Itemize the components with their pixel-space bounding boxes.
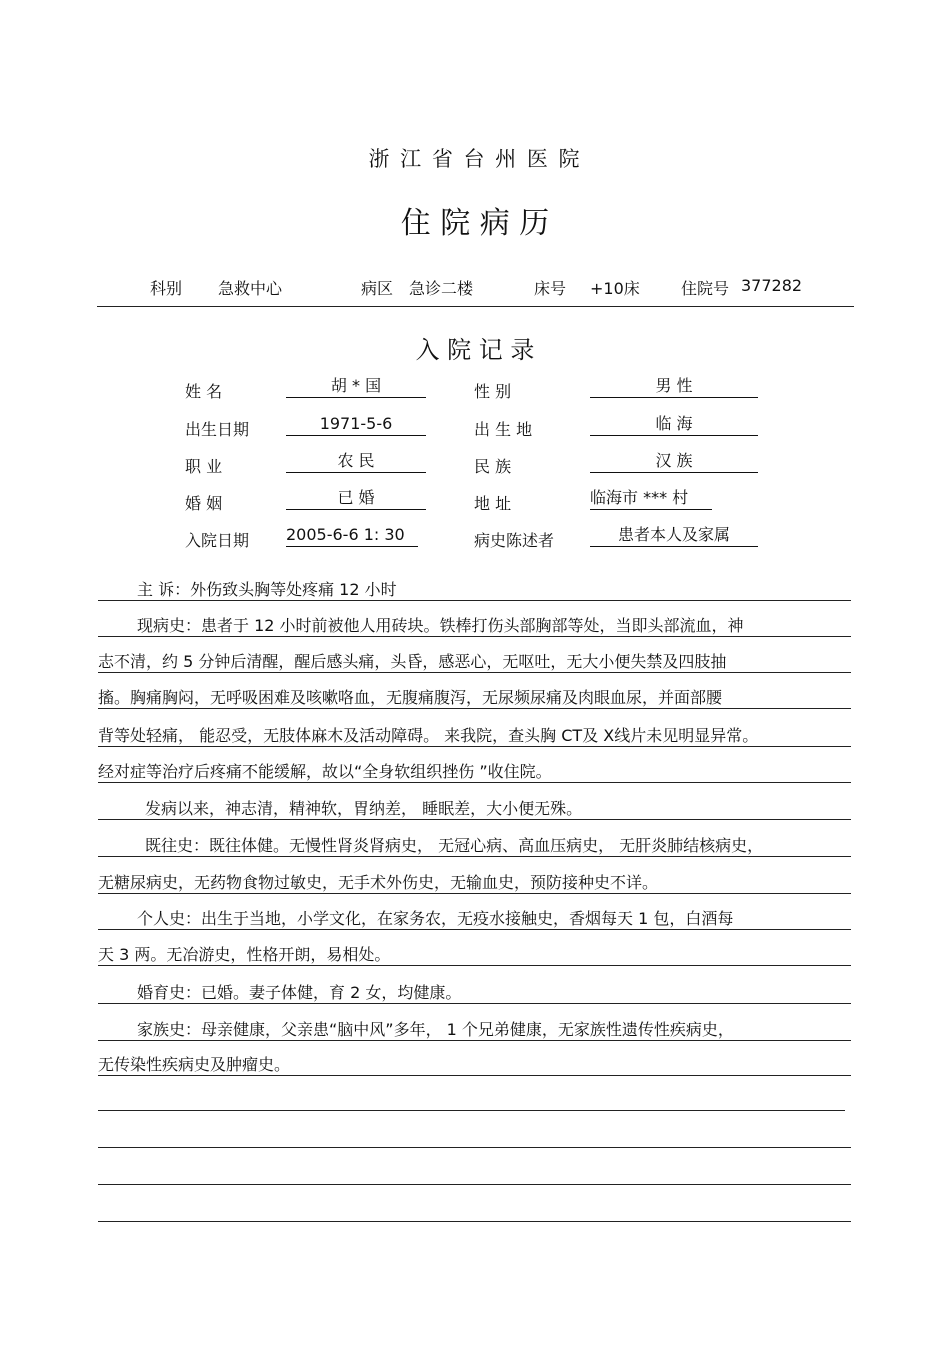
ruled-line xyxy=(98,819,851,820)
gender-value: 男 性 xyxy=(590,375,758,398)
empty-ruled-line xyxy=(98,1221,851,1222)
ruled-line xyxy=(98,672,851,673)
ruled-line xyxy=(98,600,851,601)
section-title: 入 院 记 录 xyxy=(415,336,535,364)
ruled-line xyxy=(98,893,851,894)
birth-date-value: 1971-5-6 xyxy=(286,413,426,436)
informant-value: 患者本人及家属 xyxy=(590,524,758,547)
record-line: 搐。胸痛胸闷，无呼吸困难及咳嗽咯血，无腹痛腹泻，无尿频尿痛及肉眼血尿，并面部腰 xyxy=(98,688,723,707)
address-label: 地 址 xyxy=(474,494,512,513)
document-title: 住 院 病 历 xyxy=(400,206,550,241)
record-line: 现病史：患者于 12 小时前被他人用砖块。铁棒打伤头部胸部等处，当即头部流血，神 xyxy=(137,616,744,635)
empty-ruled-line xyxy=(98,1147,851,1148)
birth-place-value: 临 海 xyxy=(590,413,758,436)
admit-no-value: 377282 xyxy=(741,276,803,295)
header-rule xyxy=(97,306,854,307)
ruled-line xyxy=(98,965,851,966)
record-line: 无糖尿病史，无药物食物过敏史，无手术外伤史，无输血史，预防接种史不详。 xyxy=(98,873,659,892)
marriage-history-line: 婚育史：已婚。妻子体健，育 2 女，均健康。 xyxy=(137,983,462,1002)
birth-place-label: 出 生 地 xyxy=(474,420,533,439)
bed-label: 床号 xyxy=(534,279,567,298)
chief-complaint-line: 主 诉：外伤致头胸等处疼痛 12 小时 xyxy=(137,580,397,599)
ruled-line xyxy=(98,929,851,930)
ward-value: 急诊二楼 xyxy=(409,279,474,298)
name-value: 胡 * 国 xyxy=(286,375,426,398)
occupation-value: 农 民 xyxy=(286,450,426,473)
admit-date-value: 2005-6-6 1: 30 xyxy=(286,524,418,547)
ruled-line xyxy=(98,1003,851,1004)
dept-label: 科别 xyxy=(150,279,183,298)
hospital-name: 浙 江 省 台 州 医 院 xyxy=(368,147,582,171)
record-line: 志不清，约 5 分钟后清醒，醒后感头痛，头昏，感恶心，无呕吐，无大小便失禁及四肢抽 xyxy=(98,652,727,671)
ruled-line xyxy=(98,636,851,637)
ruled-line xyxy=(98,782,851,783)
birth-date-label: 出生日期 xyxy=(185,420,250,439)
bed-value: +10床 xyxy=(590,279,640,298)
record-line: 天 3 两。无冶游史，性格开朗，易相处。 xyxy=(98,945,391,964)
empty-ruled-line xyxy=(98,1110,845,1111)
record-line: 经对症等治疗后疼痛不能缓解，故以“全身软组织挫伤 ”收住院。 xyxy=(98,762,552,781)
marital-value: 已 婚 xyxy=(286,487,426,510)
past-history-line: 既往史：既往体健。无慢性肾炎肾病史， 无冠心病、高血压病史， 无肝炎肺结核病史， xyxy=(145,836,764,855)
empty-ruled-line xyxy=(98,1184,851,1185)
record-line: 背等处轻痛， 能忍受，无肢体麻木及活动障碍。 来我院，查头胸 CT及 X线片未见明显异常。 xyxy=(98,726,759,745)
occupation-label: 职 业 xyxy=(185,457,223,476)
ethnicity-value: 汉 族 xyxy=(590,450,758,473)
ruled-line xyxy=(98,708,851,709)
informant-label: 病史陈述者 xyxy=(474,531,555,550)
admit-date-label: 入院日期 xyxy=(185,531,250,550)
ward-label: 病区 xyxy=(361,279,394,298)
admit-no-label: 住院号 xyxy=(681,279,730,298)
gender-label: 性 别 xyxy=(474,382,512,401)
record-line: 发病以来，神志清，精神软，胃纳差， 睡眠差，大小便无殊。 xyxy=(145,799,583,818)
ruled-line xyxy=(98,1075,851,1076)
ethnicity-label: 民 族 xyxy=(474,457,512,476)
address-value: 临海市 *** 村 xyxy=(590,487,712,510)
personal-history-line: 个人史：出生于当地，小学文化，在家务农，无疫水接触史，香烟每天 1 包，白酒每 xyxy=(137,909,734,928)
family-history-line: 家族史：母亲健康，父亲患“脑中风”多年， 1 个兄弟健康，无家族性遗传性疾病史， xyxy=(137,1020,734,1039)
name-label: 姓 名 xyxy=(185,382,223,401)
ruled-line xyxy=(98,746,851,747)
dept-value: 急救中心 xyxy=(218,279,283,298)
ruled-line xyxy=(98,856,851,857)
ruled-line xyxy=(98,1040,851,1041)
marital-label: 婚 姻 xyxy=(185,494,223,513)
record-line: 无传染性疾病史及肿瘤史。 xyxy=(98,1055,291,1074)
